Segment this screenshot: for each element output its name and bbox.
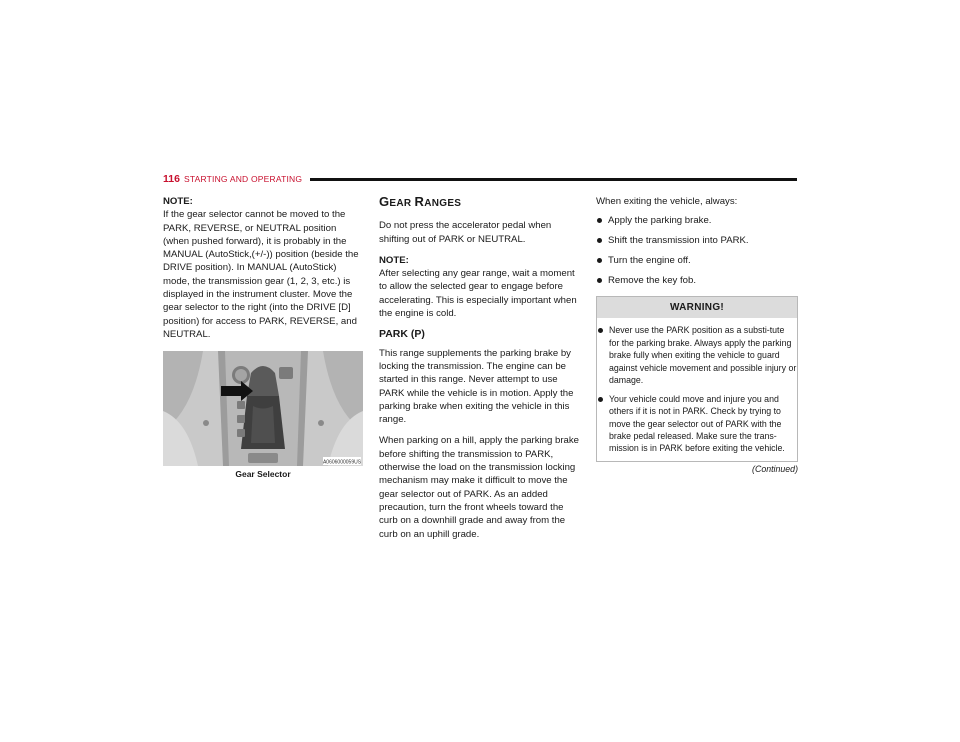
- page-number: 116: [163, 173, 180, 185]
- gear-selector-figure: [163, 351, 363, 481]
- gear-selector-image: [163, 351, 363, 466]
- note-text: After selecting any gear range, wait a moment to allow the selected gear to engage before accelerating. This is especially important when the engine is cold.: [379, 268, 577, 320]
- bullet-icon: [597, 278, 602, 283]
- column-left: [163, 195, 363, 482]
- list-item: Never use the PARK position as a substi-tute for the parking brake. Always apply the parking brake fully when exiting the vehicle to guard against vehicle movement and possible injury or damage.: [597, 324, 797, 386]
- bullet-icon: [598, 397, 603, 402]
- column-right: [596, 195, 798, 477]
- list-item: Remove the key fob.: [596, 274, 798, 287]
- list-item: Apply the parking brake.: [596, 214, 798, 227]
- park-subheading: PARK (P): [379, 328, 425, 341]
- list-item: Shift the transmission into PARK.: [596, 234, 798, 247]
- section-title: STARTING AND OPERATING: [183, 174, 303, 184]
- bullet-icon: [597, 238, 602, 243]
- park-paragraph-1: This range supplements the parking brake by locking the transmission. The engine can be started in this range. Never attempt to use PARK while the vehicle is in motion. Apply the parking brake when exiting the vehicle in this range.: [379, 347, 574, 426]
- gear-ranges-heading: GEAR RANGES: [379, 194, 462, 209]
- note-label: NOTE:: [379, 254, 409, 266]
- bullet-icon: [597, 218, 602, 223]
- warning-list: [597, 324, 797, 455]
- page-header: [163, 172, 797, 186]
- list-item: Your vehicle could move and injure you and others if it is not in PARK. Check by trying to move the gear selector out of PARK with the brake pedal released. Make sure the trans-mission is in PARK before exiting the vehicle.: [597, 393, 797, 455]
- bullet-icon: [598, 328, 603, 333]
- bullet-icon: [597, 258, 602, 263]
- column-middle: [379, 195, 579, 549]
- continued-label: (Continued): [752, 464, 798, 475]
- note-label: NOTE:: [163, 196, 193, 207]
- park-paragraph-2: When parking on a hill, apply the parking brake before shifting the transmission to PARK, otherwise the load on the transmission locking mechanism may make it difficult to move the gear selector out of PARK. As an added precaution, turn the front wheels toward the curb on a downhill grade and away from the curb on an uphill grade.: [379, 435, 579, 540]
- warning-box: [596, 296, 798, 462]
- note-text: If the gear selector cannot be moved to the PARK, REVERSE, or NEUTRAL position (when pushed forward), it is probably in the MANUAL (AutoStick,(+/-)) position (beside the DRIVE position). In MANUAL (AutoStick) mode, the transmission gear (1, 2, 3, etc.) is displayed in the instrument cluster. Move the gear selector to the right (into the DRIVE [D] position) for access to PARK, REVERSE, and NEUTRAL.: [163, 209, 359, 340]
- header-rule: [310, 178, 797, 181]
- exit-checklist: [596, 214, 798, 287]
- intro-text: Do not press the accelerator pedal when shifting out of PARK or NEUTRAL.: [379, 220, 552, 245]
- figure-code: A0606000059US: [322, 459, 362, 466]
- warning-title: WARNING!: [597, 297, 797, 318]
- figure-caption: Gear Selector: [235, 469, 291, 480]
- exit-intro: When exiting the vehicle, always:: [596, 196, 738, 207]
- list-item: Turn the engine off.: [596, 254, 798, 267]
